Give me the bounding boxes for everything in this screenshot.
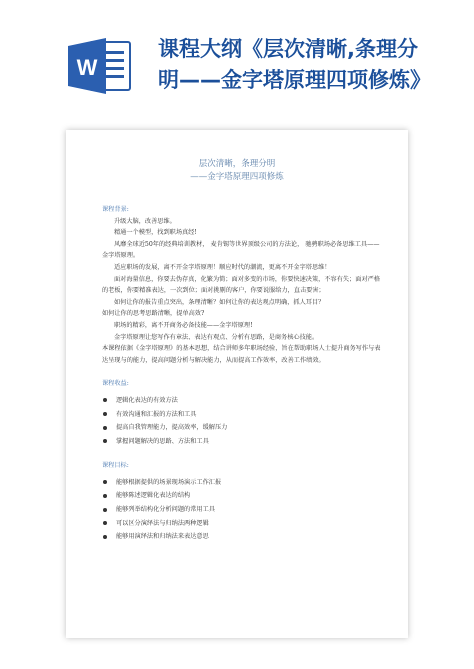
list-item-text: 能够列举结构化分析问题的常用工具 — [116, 506, 215, 514]
bullet-icon — [103, 535, 107, 539]
section-heading-background: 课程背景: — [102, 206, 129, 213]
list-item — [102, 530, 384, 544]
page-header — [0, 0, 474, 118]
list-item — [102, 517, 384, 531]
list-item — [102, 489, 384, 503]
paragraph: 金字塔原理让您写作有章法、表达有观点、分析有思路，是商务核心技能。 — [114, 333, 319, 341]
bullet-icon — [103, 439, 107, 443]
svg-text:W: W — [76, 55, 98, 80]
list-item-text: 能够根据提供的场景现场演示工作汇报 — [116, 478, 222, 486]
paragraph: 风靡全球近50年的经典培训教材， 麦肯锡等世界顶级公司的方法论， 驰骋职场必备思维工具——金字塔原理。 — [102, 240, 380, 260]
paragraph: 适应职场的发展，离不开金字塔原理！顺应时代的潮流，更离不开金字塔思维！ — [114, 263, 331, 271]
list-item — [102, 503, 384, 517]
paragraph: 升级大脑，改善思维。 — [114, 217, 176, 225]
list-item — [102, 394, 384, 408]
document-title-line-1: 层次清晰，条理分明 — [198, 159, 276, 169]
list-item-text: 能够陈述逻辑化表达的结构 — [116, 492, 191, 500]
paragraph: 精通一个模型，找到职场真经! — [114, 229, 197, 237]
document-page — [66, 130, 408, 638]
bullet-icon — [103, 398, 107, 402]
paragraph: 如何让你的思考思路清晰，提单高效? — [102, 310, 205, 318]
bullet-icon — [103, 494, 107, 498]
list-item-text: 逻辑化表达的有效方法 — [116, 396, 178, 404]
document-title-line-2: ——金字塔原理四项修炼 — [190, 172, 284, 182]
list-item — [102, 408, 384, 422]
bullet-icon — [103, 508, 107, 512]
paragraph: 面对海量信息，你要去伪存真，化繁为简；面对多变的市场，你要快速决策，不容有失；面对严格的老板，你要精准表达，一次到位；面对挑剔的客户，你要说服给力，直击要害； — [102, 275, 381, 295]
header-title — [158, 34, 458, 96]
paragraph: 职场的精彩，离不开商务必备技能——金字塔原理! — [114, 321, 253, 329]
document-title — [66, 158, 408, 184]
list-item — [102, 421, 384, 435]
word-document-icon — [68, 36, 134, 96]
list-item-text: 提高自我管理能力，提高效率，缓解压力 — [116, 424, 228, 432]
header-title-line-2: 明——金字塔原理四项修炼》 — [158, 68, 431, 92]
header-title-line-1: 课程大纲《层次清晰,条理分 — [158, 37, 418, 61]
list-item-text: 掌握问题解决的思路、方法和工具 — [116, 437, 209, 445]
list-item-text: 有效沟通和汇报的方法和工具 — [116, 410, 197, 418]
spacer — [102, 366, 384, 378]
benefits-list — [102, 394, 384, 448]
spacer — [102, 448, 384, 460]
paragraph: 本课程依据《金字塔原理》的基本思想，结合讲师多年职场经验，旨在帮助职场人士提升商务写作与表达呈现与的能力，提高问题分析与解决能力，从而提高工作效率，改善工作绩效。 — [102, 345, 381, 364]
section-heading-goals: 课程目标: — [102, 462, 129, 470]
bullet-icon — [103, 480, 107, 484]
list-item-text: 可以区分演绎法与归纳法两种逻辑 — [116, 519, 209, 527]
bullet-icon — [103, 521, 107, 525]
list-item — [102, 476, 384, 490]
bullet-icon — [103, 412, 107, 416]
goals-list — [102, 476, 384, 544]
bullet-icon — [103, 426, 107, 430]
document-body — [102, 204, 384, 544]
list-item-text: 能够用演绎法和归纳法来表达意思 — [116, 533, 209, 541]
section-heading-benefits: 课程收益: — [102, 380, 129, 388]
paragraph: 如何让你的报告重点突出，条理清晰？如何让你的表达观点明确，抓人耳目？ — [114, 298, 325, 306]
list-item — [102, 435, 384, 449]
